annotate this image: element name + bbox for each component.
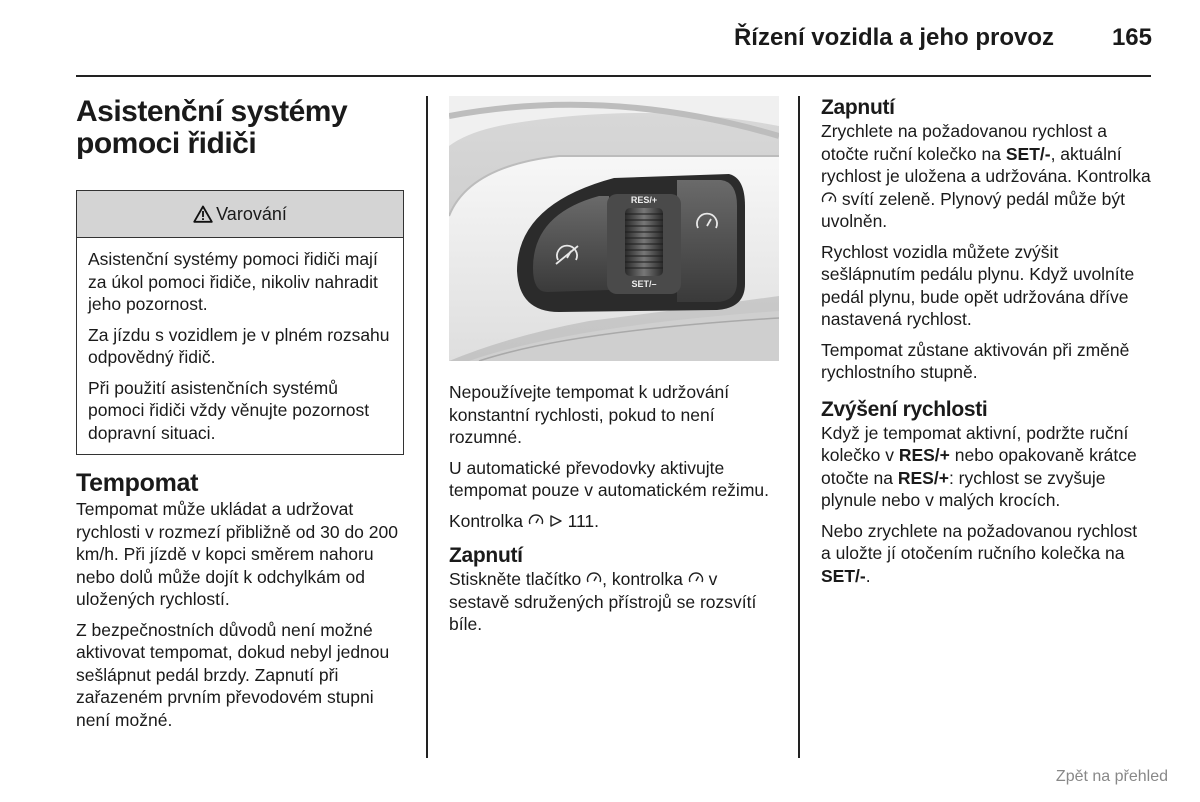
column-1 xyxy=(76,96,406,739)
paragraph: U automatické převodovky aktivujte tempomat pouze v automatickém režimu. xyxy=(449,457,769,500)
warning-paragraph: Při použití asistenčních systémů pomoci řidiči vždy věnujte pozornost dopravní situaci. xyxy=(88,377,370,443)
warning-box xyxy=(76,190,404,455)
warning-label: Varování xyxy=(216,203,287,224)
kontrolka-reference: Kontrolka 111. xyxy=(449,510,600,531)
column-3 xyxy=(821,96,1151,595)
column-divider-1 xyxy=(426,96,428,758)
steering-wheel-controls-figure xyxy=(449,96,779,361)
header-divider xyxy=(76,75,1151,77)
paragraph: Tempomat zůstane aktivován při změně rychlostního stupně. xyxy=(821,339,1130,382)
cruise-control-icon xyxy=(528,514,544,528)
cruise-control-icon xyxy=(821,192,837,206)
zvyseni-heading: Zvýšení rychlosti xyxy=(821,397,988,421)
page-reference: 111. xyxy=(567,510,600,531)
zapnuti-paragraph: Stiskněte tlačítko , kontrolka v sestavě sdružených přístrojů se rozsvítí bíle. xyxy=(449,569,757,634)
section-title: Asistenční systémy pomoci řidiči xyxy=(76,95,348,160)
paragraph: Zrychlete na požadovanou rychlost a otočte ruční kolečko na SET/-, aktuální rychlost je uložena a udržována. Kontrolka svítí zeleně. Plynový pedál může být uvolněn. xyxy=(821,121,1151,231)
tempomat-paragraph: Tempomat může ukládat a udržovat rychlosti v rozmezí přibližně od 30 do 200 km/h. Při jízdě v kopci směrem nahoru nebo dolů může dojít k odchylkám od uložených rychlostí. xyxy=(76,499,398,609)
zapnuti-heading: Zapnutí xyxy=(449,544,523,567)
chapter-title: Řízení vozidla a jeho provoz xyxy=(733,24,1054,51)
paragraph: Rychlost vozidla můžete zvýšit sešlápnutím pedálu plynu. Když uvolníte pedál plynu, bude opět udržována dříve nastavená rychlost. xyxy=(821,241,1135,329)
column-divider-2 xyxy=(798,96,800,758)
page-reference-arrow-icon xyxy=(549,514,563,528)
paragraph: Když je tempomat aktivní, podržte ruční kolečko v RES/+ nebo opakovaně krátce otočte na RES/+: rychlost se zvyšuje plynule nebo v malých krocích. xyxy=(821,422,1137,510)
tempomat-heading: Tempomat xyxy=(76,469,199,497)
page-header xyxy=(0,0,1200,80)
tempomat-paragraph: Z bezpečnostních důvodů není možné aktivovat tempomat, dokud nebyl jednou sešlápnut pedál brzdy. Zapnutí při zařazeném prvním převodovém stupni není možné. xyxy=(76,619,390,730)
zapnuti-heading: Zapnutí xyxy=(821,96,895,119)
set-label: SET/– xyxy=(631,279,657,289)
warning-paragraph: Asistenční systémy pomoci řidiči mají za úkol pomoci řidiče, nikoliv nahradit jeho pozornost. xyxy=(88,249,378,314)
back-to-overview-link[interactable]: Zpět na přehled xyxy=(1055,768,1168,785)
warning-triangle-icon xyxy=(193,205,213,223)
page-number: 165 xyxy=(1111,24,1152,51)
warning-paragraph: Za jízdu s vozidlem je v plném rozsahu odpovědný řidič. xyxy=(88,324,390,367)
paragraph: Nepoužívejte tempomat k udržování konstantní rychlosti, pokud to není rozumné. xyxy=(449,382,730,447)
res-label: RES/+ xyxy=(630,195,658,205)
column-2 xyxy=(449,96,779,644)
cruise-control-icon xyxy=(586,572,602,586)
cruise-control-icon xyxy=(688,572,704,586)
warning-header xyxy=(77,191,403,238)
paragraph: Nebo zrychlete na požadovanou rychlost a uložte jí otočením ručního kolečka na SET/-. xyxy=(821,520,1138,586)
warning-body xyxy=(77,238,403,454)
